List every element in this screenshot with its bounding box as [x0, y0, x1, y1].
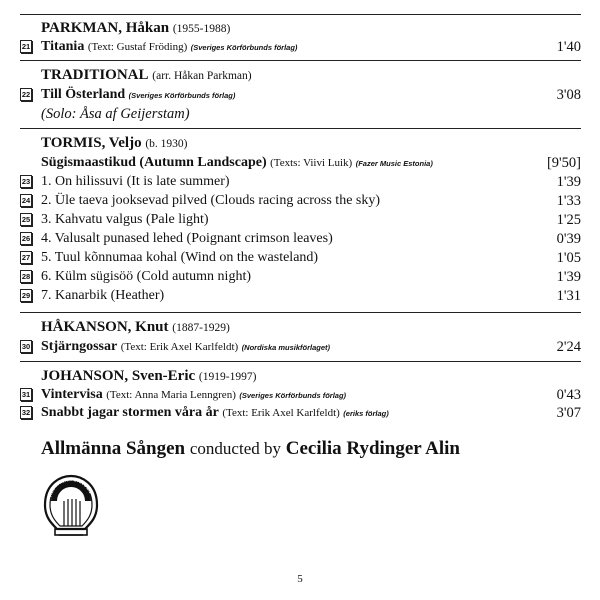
track-duration: 1'25: [556, 212, 581, 228]
track-title-line: [41, 386, 346, 405]
track-title: Vintervisa: [41, 387, 103, 402]
track-text-credit: (Text: Erik Axel Karlfeldt): [120, 341, 239, 353]
work-duration: [9'50]: [546, 155, 581, 171]
section-divider: [20, 128, 581, 129]
track-row: [20, 192, 581, 210]
track-number: 30: [21, 342, 31, 351]
track-publisher: (eriks förlag): [343, 409, 389, 418]
track-row: [20, 386, 581, 404]
track-title: 5. Tuul kõnnumaa kohal (Wind on the wasteland): [41, 250, 319, 265]
track-publisher: (Sveriges Körförbunds förlag): [128, 91, 236, 100]
choir-lyre-emblem-icon: [39, 471, 103, 541]
track-row: [20, 338, 581, 356]
track-title: 4. Valusalt punased lehed (Poignant crimson leaves): [41, 231, 333, 246]
section-divider: [20, 60, 581, 61]
track-title: Stjärngossar: [41, 339, 118, 354]
track-row: [20, 38, 581, 56]
track-row: [20, 287, 581, 305]
track-title: 7. Kanarbik (Heather): [41, 288, 165, 303]
solo-credit: (Solo: Åsa af Geijerstam): [41, 106, 190, 122]
track-publisher: (Nordiska musikförlaget): [241, 343, 331, 352]
composer-heading: [41, 135, 188, 153]
composer-dates: (arr. Håkan Parkman): [152, 70, 252, 82]
track-duration: 0'43: [556, 387, 581, 403]
composer-name: HÅKANSON, Knut: [41, 319, 169, 335]
work-row: [20, 154, 581, 172]
track-text-credit: (Text: Anna Maria Lenngren): [106, 389, 236, 401]
track-duration: 1'31: [556, 288, 581, 304]
composer-heading: [41, 368, 256, 386]
conducted-by-label: conducted by: [189, 439, 281, 458]
track-title: Till Österland: [41, 87, 126, 102]
track-title-line: [41, 38, 297, 57]
track-number: 27: [21, 253, 31, 262]
track-number: 21: [21, 42, 31, 51]
track-publisher: (Sveriges Körförbunds förlag): [190, 43, 298, 52]
track-title-line: [41, 404, 389, 423]
work-title: Sügismaastikud (Autumn Landscape): [41, 155, 267, 170]
track-title-line: [41, 338, 330, 357]
composer-heading: [41, 319, 230, 337]
track-row: [20, 268, 581, 286]
composer-name: TORMIS, Veljo: [41, 135, 142, 151]
track-number: 29: [21, 291, 31, 300]
track-number: 22: [21, 90, 31, 99]
work-title-line: [41, 154, 433, 173]
track-title: 3. Kahvatu valgus (Pale light): [41, 212, 209, 227]
track-title: Snabbt jagar stormen våra år: [41, 405, 219, 420]
track-row: [20, 230, 581, 248]
page-number: 5: [297, 573, 303, 585]
composer-dates: (1919-1997): [198, 371, 257, 383]
composer-name: JOHANSON, Sven-Eric: [41, 368, 196, 384]
choir-name: Allmänna Sången: [41, 438, 186, 459]
composer-name: TRADITIONAL: [41, 67, 149, 83]
track-duration: 1'33: [556, 193, 581, 209]
track-duration: 3'08: [556, 87, 581, 103]
track-text-credit: (Text: Gustaf Fröding): [87, 41, 188, 53]
track-number: 26: [21, 234, 31, 243]
track-publisher: (Sveriges Körförbunds förlag): [239, 391, 347, 400]
track-text-credit: (Text: Erik Axel Karlfeldt): [222, 407, 340, 419]
section-divider: [20, 14, 581, 15]
track-number: 25: [21, 215, 31, 224]
track-title: 6. Külm sügisöö (Cold autumn night): [41, 269, 251, 284]
track-title: 2. Üle taeva jooksevad pilved (Clouds racing across the sky): [41, 193, 381, 208]
composer-heading: [41, 20, 230, 38]
track-duration: 1'39: [556, 269, 581, 285]
track-duration: 1'40: [556, 39, 581, 55]
track-number: 31: [21, 390, 31, 399]
section-divider: [20, 312, 581, 313]
track-row: [20, 86, 581, 104]
composer-dates: (1955-1988): [172, 23, 231, 35]
track-title-line: [41, 86, 235, 105]
track-row: [20, 249, 581, 267]
track-row: [20, 404, 581, 422]
section-divider: [20, 361, 581, 362]
track-row: [20, 173, 581, 191]
track-row: [20, 211, 581, 229]
work-publisher: (Fazer Music Estonia): [355, 159, 433, 168]
track-duration: 1'39: [556, 174, 581, 190]
track-number: 24: [21, 196, 31, 205]
composer-name: PARKMAN, Håkan: [41, 20, 170, 36]
track-number: 23: [21, 177, 31, 186]
work-text-credit: (Texts: Viivi Luik): [270, 157, 353, 169]
track-duration: 2'24: [556, 339, 581, 355]
track-title: 1. On hilissuvi (It is late summer): [41, 174, 230, 189]
conductor-name: Cecilia Rydinger Alin: [285, 438, 460, 459]
composer-dates: (1887-1929): [172, 322, 230, 334]
svg-text:ALLMÄNNA SÅNGEN: ALLMÄNNA SÅNGEN: [47, 476, 94, 498]
composer-dates: (b. 1930): [145, 138, 188, 150]
track-number: 28: [21, 272, 31, 281]
track-duration: 1'05: [556, 250, 581, 266]
track-duration: 3'07: [556, 405, 581, 421]
composer-heading: [41, 67, 252, 85]
track-title: Titania: [41, 39, 85, 54]
track-number: 32: [21, 408, 31, 417]
performer-credit: [41, 438, 460, 460]
track-duration: 0'39: [556, 231, 581, 247]
